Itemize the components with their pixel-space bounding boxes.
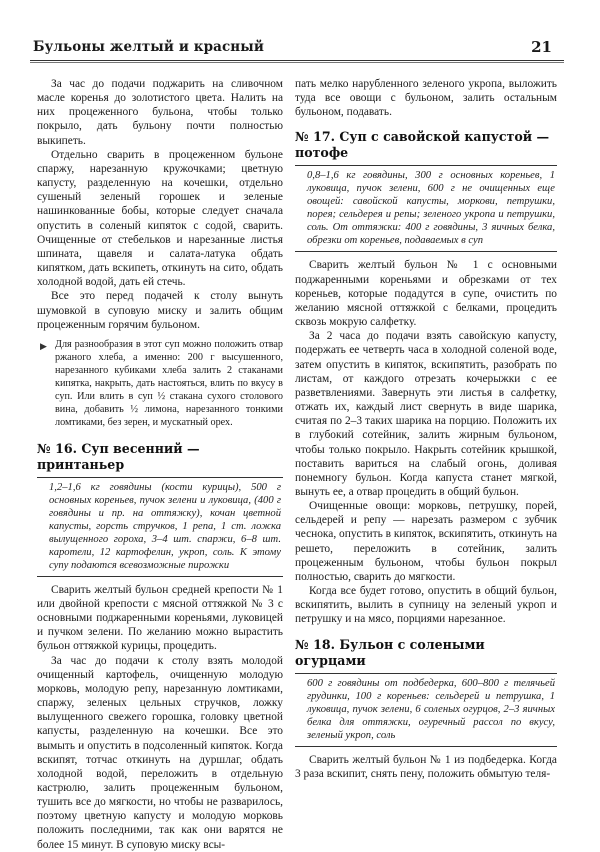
header-rule-thin [30, 62, 564, 63]
ingredients-box-18: 600 г говядины от подбедерка, 600–800 г телячьей грудинки, 100 г кореньев: сельдерей и петрушка, 1 луковица, пучок зелени, 6 соленых огурцов, 2–3 яичных белка для оттяжки, огуречный рассол по вкусу, зеленый укроп, соль [295, 673, 557, 747]
recipe-title-17: № 17. Суп с савойской капустой — потофе [295, 129, 550, 161]
page-number: 21 [531, 38, 552, 56]
paragraph: Все это перед подачей к столу вынуть шумовкой в суповую миску и залить общим процеженным горячим бульоном. [37, 290, 283, 331]
paragraph: Сварить желтый бульон № 1 с основными поджаренными кореньями и обрезками от тех кореньев, которые подадутся в супе, очистить по желанию мясной оттяжкой с белками, процедить сквозь мокрую салфетку. [295, 259, 557, 329]
recipe-title-16: № 16. Суп весенний — принтаньер [37, 440, 200, 472]
paragraph: За час до подачи к столу взять молодой очищенный картофель, очищенную молодую морковь, молодую репу, нарезанную ломтиками, спаржу, зеленых цельных стручков, ложку вылущенного свежего горошка, головку цветной капусты, разделенную на кочешки. Все это вымыть и опустить в подсоленный кипяток. Когда вскипят, тотчас откинуть на дуршлаг, обдать холодной водой, переложить в отдельную кастрюлю, залить процеженным бульоном, тушить все до мягкости, но чтобы не разварилось, поэтому цветную капусту и молодую морковь положить последними, так как они варятся не более 15 минут. В суповую миску всы- [37, 654, 283, 851]
paragraph: Отдельно сварить в процеженном бульоне спаржу, нарезанную кружочками; цветную капусту, разделенную на кочешки, отдельно сушеный зеленый горошек и зеленые нашинкованные бобы, которые следует сначала опустить в соленый кипяток с содой, сварить. Очищенные от стебельков и нарезанные листья шпината, щавеля и салата-латука обдать кипятком, дать вскипеть, откинуть на сито, обдать холодной водой, дать ей стечь. [37, 148, 283, 289]
tip-text: Для разнообразия в этот суп можно положить отвар ржаного хлеба, а именно: 200 г высушенного, нарезанного кубиками хлеба залить 2 стаканами кипятка, накрыть, дать настояться, влить по вкусу в суп. Или влить в суп ½ стакана сухого столового вина, добавить ½ лимона, нарезанного тонкими ломтиками, без зерен, и мускатный орех. [55, 338, 283, 428]
paragraph: За час до подачи поджарить на сливочном масле коренья до золотистого цвета. Налить на них процеженного бульона, чтобы только покрыло, дать бульону почти полностью выкипеть. [37, 78, 283, 147]
paragraph-continued: пать мелко нарубленного зеленого укропа, выложить туда все овощи с бульоном, залить остальным бульоном, подавать. [295, 78, 557, 119]
tip-note [37, 338, 283, 429]
ingredients-box-17: 0,8–1,6 кг говядины, 300 г основных кореньев, 1 луковица, пучок зелени, 600 г не очищенных еще овощей: савойской капусты, моркови, петрушки, порея; сельдерея и репы; зеленого укропа и петрушки, соль. От оттяжки: 400 г говядины, 3 яичных белка, обрезки от кореньев, подаваемых в суп [295, 165, 557, 252]
recipe-title-18: № 18. Бульон с солеными огурцами [295, 636, 485, 668]
paragraph: Сварить желтый бульон № 1 из подбедерка. Когда 3 раза вскипит, снять пену, положить обмытую теля- [295, 753, 557, 780]
paragraph: Сварить желтый бульон средней крепости № 1 или двойной крепости с мясной оттяжкой № 3 с основными поджаренными кореньями, луковицей и пучком зелени. По желанию можно вырастить бульон оттяжкой курицы, процедить. [37, 583, 283, 653]
right-column [295, 72, 557, 780]
paragraph: Очищенные овощи: морковь, петрушку, порей, сельдерей и репу — нарезать размером с зубчик чеснока, опустить в кипяток, вскипятить, откинуть на решето, переложить в сотейник, залить процеженным бульоном, чтобы бульон покрыл полностью, сварить до мягкости. [295, 500, 557, 583]
paragraph: За 2 часа до подачи взять савойскую капусту, подержать ее четверть часа в холодной соленой воде, затем опустить в кипяток, вскипятить, разобрать по листам, от каждого отрезать кочерыжки с ее разветвлениями. Завернуть эти листья в салфетку, отжать их, каждый лист свернуть в виде шарика, считая по 2–3 таких шарика на порцию. Положить их в глубокий сотейник, залить жирным бульоном, чтобы только покрыло. Накрыть сотейник крышкой, поставить вариться на слабый огонь, доливая понемногу бульон. Когда капуста станет мягкой, вынуть ее, а отвар процедить в общий бульон. [295, 330, 557, 498]
paragraph: Когда все будет готово, опустить в общий бульон, вскипятить, вылить в супницу на зеленый укроп и петрушку и на мясо, порциями нарезанное. [295, 585, 557, 626]
header-rule [30, 60, 564, 61]
ingredients-box-16: 1,2–1,6 кг говядины (кости курицы), 500 г основных кореньев, пучок зелени и луковица, (400 г говядины и пр. на оттяжку), кочан цветной капусты, горсть стручков, 1 репа, 1 ст. ложка вылущенного гороха, 3–4 шт. спаржи, 6–8 шт. каротели, 12 картофелин, укроп, соль. К этому супу подаются всевозможные пирожки [37, 477, 283, 577]
running-head: Бульоны желтый и красный [33, 39, 265, 55]
left-column [37, 72, 283, 851]
pointer-icon: ▶ [40, 340, 47, 351]
page-header [0, 0, 600, 72]
